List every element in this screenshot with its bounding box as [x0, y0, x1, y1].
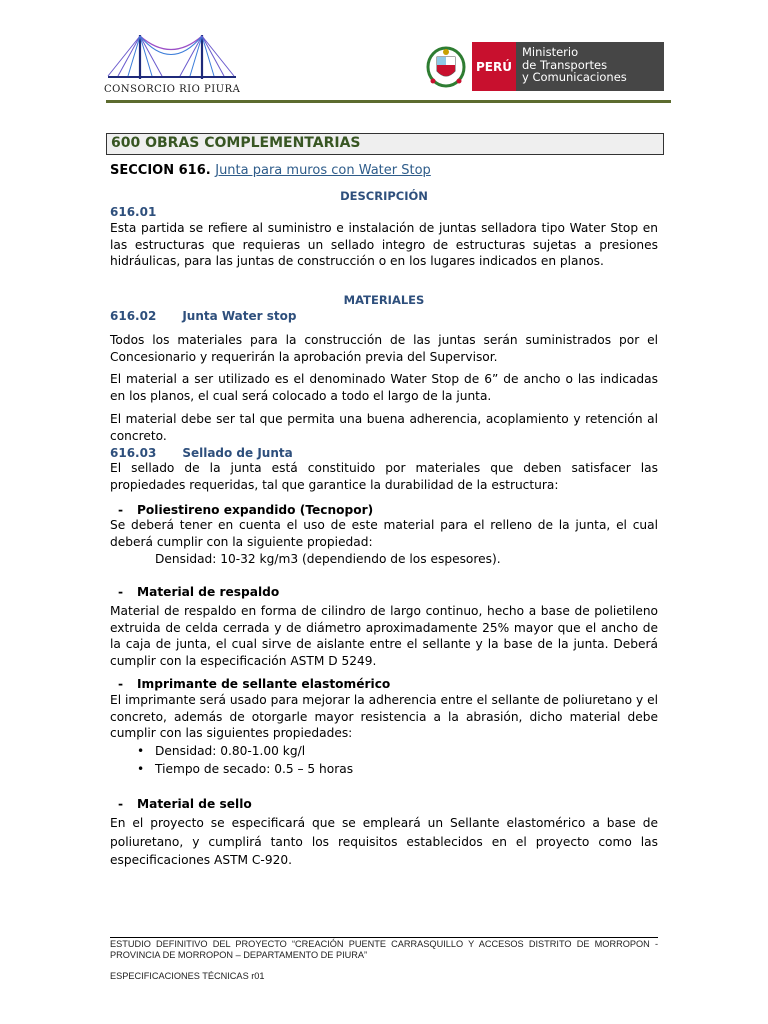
descripcion-heading: DESCRIPCIÓN	[340, 189, 428, 203]
footer-doc: ESPECIFICACIONES TÉCNICAS r01	[110, 971, 265, 981]
footer-project: ESTUDIO DEFINITIVO DEL PROYECTO “CREACIÓN PUENTE CARRASQUILLO Y ACCESOS DISTRITO DE MORROPON - PROVINCIA DE MORROPON – DEPARTAMENTO DE PIURA”	[110, 939, 658, 960]
respaldo-heading: - Material de respaldo	[118, 585, 280, 599]
descripcion-text: Esta partida se refiere al suministro e instalación de juntas selladora tipo Water Stop en las estructuras que requieras un sellado integro de estructuras sujetas a presiones hidráulicas, para las juntas de construcción o en los lugares indicados en planos.	[110, 221, 658, 268]
section-link[interactable]: Junta para muros con Water Stop	[215, 163, 431, 178]
chapter-title-box	[106, 133, 664, 155]
materiales-paragraph-2: El material a ser utilizado es el denominado Water Stop de 6” de ancho o las indicadas en los planos, el cual será colocado a todo el largo de la junta.	[110, 372, 658, 403]
coat-of-arms-icon	[424, 43, 468, 89]
poliestireno-density: Densidad: 10-32 kg/m3 (dependiendo de los espesores).	[155, 552, 501, 566]
materiales-paragraph-1: Todos los materiales para la construcción de las juntas serán suministrados por el Concesionario y requerirán la aprobación previa del Supervisor.	[110, 333, 658, 364]
materiales-heading: MATERIALES	[343, 293, 425, 307]
consortium-name: CONSORCIO RIO PIURA	[104, 84, 241, 95]
respaldo-text: Material de respaldo en forma de cilindro de largo continuo, hecho a base de polietileno extruida de celda cerrada y de diámetro aproximadamente 25% mayor que el ancho de la caja de junta, el cual sirve de aislante entre el sellante y la base de la junta. Deberá cumplir con la especificación ASTM D 5249.	[110, 604, 658, 668]
imprimante-property-1: • Densidad: 0.80-1.00 kg/l	[137, 744, 306, 758]
imprimante-text: El imprimante será usado para mejorar la adherencia entre el sellante de poliuretano y el concreto, además de otorgarle mayor resistencia a la abrasión, dicho material debe cumplir con las siguientes propiedades:	[110, 693, 658, 740]
header-divider	[106, 100, 671, 103]
footer-divider	[110, 937, 658, 938]
sellado-number-heading: 616.03 Sellado de Junta	[110, 446, 293, 460]
materiales-number-heading: 616.02 Junta Water stop	[110, 309, 297, 323]
sello-text: En el proyecto se especificará que se empleará un Sellante elastomérico a base de poliuretano, y cumplirá tanto los requisitos establecidos en el proyecto como las especificaciones ASTM C-920.	[110, 816, 658, 867]
descripcion-number: 616.01	[110, 205, 157, 219]
poliestireno-heading: - Poliestireno expandido (Tecnopor)	[118, 503, 374, 517]
sellado-text: El sellado de la junta está constituido por materiales que deben satisfacer las propiedades requeridas, tal que garantice la durabilidad de la estructura:	[110, 461, 658, 492]
section-label: SECCION 616.	[110, 163, 211, 178]
materiales-paragraph-3: El material debe ser tal que permita una buena adherencia, acoplamiento y retención al concreto.	[110, 412, 658, 443]
sello-heading: - Material de sello	[118, 797, 252, 811]
chapter-title: 600 OBRAS COMPLEMENTARIAS	[111, 135, 361, 151]
imprimante-heading: - Imprimante de sellante elastomérico	[118, 677, 391, 691]
imprimante-property-2: • Tiempo de secado: 0.5 – 5 horas	[137, 762, 354, 776]
ministry-logo	[472, 42, 664, 91]
section-title	[110, 163, 431, 178]
peru-label: PERÚ	[472, 42, 516, 91]
ministry-name: Ministerio de Transportes y Comunicaciones	[522, 45, 627, 84]
consortium-bridge-logo	[104, 33, 240, 85]
poliestireno-text: Se deberá tener en cuenta el uso de este material para el relleno de la junta, el cual deberá cumplir con la siguiente propiedad:	[110, 518, 658, 549]
